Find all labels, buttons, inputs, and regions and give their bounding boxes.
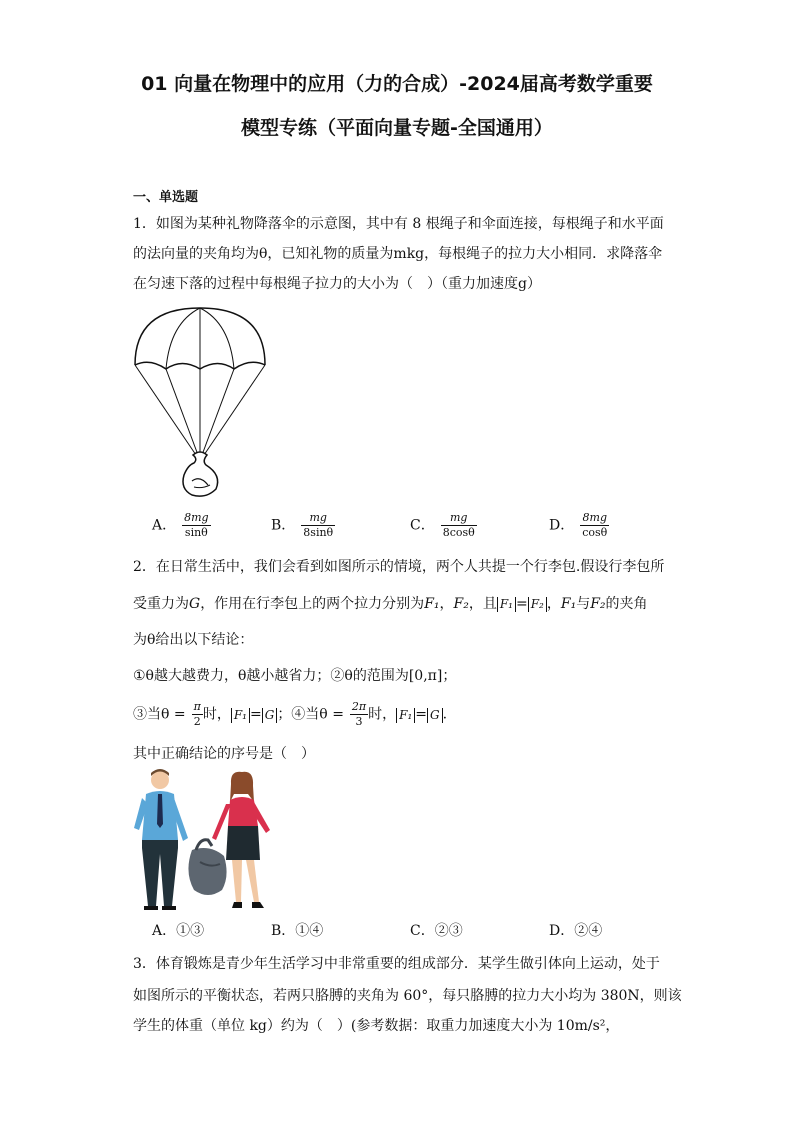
q2-option-b[interactable]: B．①④: [271, 923, 324, 939]
q1-text-line-2: 的法向量的夹角均为θ，已知礼物的质量为mkg，每根绳子的拉力大小相同．求降落伞: [133, 246, 663, 262]
q1-text-line-1: 1．如图为某种礼物降落伞的示意图，其中有 8 根绳子和伞面连接，每根绳子和水平面: [133, 216, 664, 232]
q1-option-b[interactable]: B． $\frac{mg}{8\sin\theta}$: [271, 511, 334, 539]
q3-text-line-1: 3．体育锻炼是青少年生活学习中非常重要的组成部分．某学生做引体向上运动，处于: [133, 956, 660, 972]
q2-text-line-2: 受重力为G，作用在行李包上的两个拉力分别为F₁，F₂，且 F₁ = F₂ ，F₁与F₂的夹角: [133, 596, 648, 612]
q3-text-line-3: 学生的体重（单位 kg）约为（ ）(参考数据：取重力加速度大小为 10m/s²，: [133, 1018, 620, 1034]
q1-text-line-3: 在匀速下落的过程中每根绳子拉力的大小为（ ）（重力加速度g）: [133, 276, 541, 292]
q2-text-line-6: 其中正确结论的序号是（ ）: [133, 746, 315, 762]
parachute-figure: [130, 303, 270, 503]
q3-text-line-2: 如图所示的平衡状态，若两只胳膊的夹角为 60°，每只胳膊的拉力大小均为 380N，则该: [133, 988, 682, 1004]
q1-option-c[interactable]: C． $\frac{mg}{8\cos\theta}$: [410, 511, 475, 539]
document-title-line-2: 模型专练（平面向量专题-全国通用）: [241, 117, 553, 139]
q1-option-d[interactable]: D． $\frac{8mg}{\cos\theta}$: [549, 511, 608, 539]
q2-text-line-1: 2．在日常生活中，我们会看到如图所示的情境，两个人共提一个行李包.假设行李包所: [133, 559, 665, 575]
document-title-line-1: 01 向量在物理中的应用（力的合成）-2024届高考数学重要: [141, 73, 653, 95]
q2-text-line-4: ①θ越大越费力，θ越小越省力；②θ的范围为[0,π]；: [133, 668, 457, 684]
q2-text-line-5: ③当θ = $\frac{\pi}{2}$ 时， F₁ = G ；④当θ = $\frac{2\pi}{3}$ 时， F₁ = G .: [133, 700, 448, 728]
q1-option-a[interactable]: A． $\frac{8mg}{\sin\theta}$: [152, 511, 209, 539]
q2-option-d[interactable]: D．②④: [549, 923, 603, 939]
section-heading: 一、单选题: [133, 190, 199, 205]
q2-text-line-3: 为θ给出以下结论：: [133, 632, 254, 648]
q2-option-a[interactable]: A．①③: [152, 923, 205, 939]
people-carrying-bag-figure: [130, 768, 280, 913]
q2-option-c[interactable]: C．②③: [410, 923, 463, 939]
